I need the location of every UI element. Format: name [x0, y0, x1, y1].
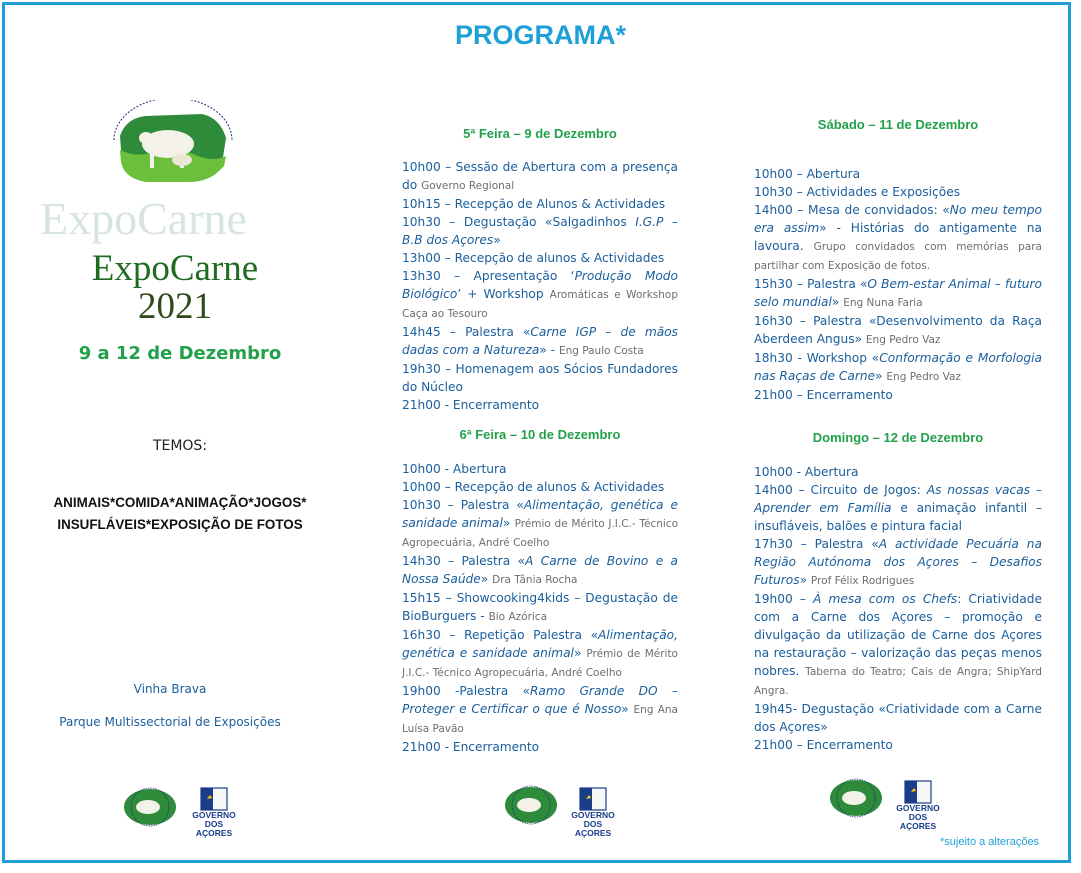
item-text: 10h00 – Recepção de alunos & Actividades — [402, 480, 665, 494]
item-highlight: À mesa com os Chefs — [813, 592, 958, 606]
item-speaker: Eng Nuna Faria — [843, 297, 923, 309]
schedule-saturday — [754, 165, 1042, 404]
themes-line-1: ANIMAIS*COMIDA*ANIMAÇÃO*JOGOS* — [53, 495, 307, 510]
item-text: 19h00 – — [754, 592, 814, 606]
gov-line-1: GOVERNO — [896, 803, 940, 813]
item-text: » — [502, 516, 515, 530]
item-speaker: Aromáticas e Workshop Caça ao Tesouro — [402, 289, 678, 320]
item-speaker: Bio Azórica — [488, 611, 548, 623]
schedule-item — [754, 481, 1042, 535]
schedule-item — [754, 386, 1042, 404]
item-text: 10h00 - Abertura — [402, 462, 507, 476]
schedule-friday — [402, 460, 678, 756]
subject-to-change-note: *sujeito a alterações — [940, 836, 1040, 848]
governo-acores-logo — [186, 787, 242, 838]
schedule-item — [402, 158, 678, 195]
schedule-item — [754, 535, 1042, 590]
nucleo-small-logo — [122, 787, 178, 827]
schedule-item — [754, 590, 1042, 700]
item-text: 21h00 – Encerramento — [754, 738, 893, 752]
item-highlight: O Bem-estar Animal – futuro selo mundial — [754, 277, 1042, 309]
item-text: 15h15 – Showcooking4kids – Degustação de BioBurguers - — [402, 591, 678, 623]
item-text: » — [480, 572, 493, 586]
governo-acores-logo — [565, 787, 621, 838]
item-text: 10h00 – Sessão de Abertura com a presença do — [402, 160, 678, 192]
footer-logos-left — [122, 787, 236, 838]
item-highlight: I.G.P – B.B dos Açores — [402, 215, 678, 247]
item-text: 10h00 – Abertura — [754, 167, 861, 181]
item-speaker: Eng Paulo Costa — [558, 345, 644, 357]
item-speaker: Governo Regional — [421, 180, 515, 192]
item-speaker: Prémio de Mérito J.I.C.- Técnico Agropecuária, André Coelho — [402, 648, 678, 679]
item-highlight: Conformação e Morfologia nas Raças de Carne — [754, 351, 1042, 383]
item-text: : Criatividade com a Carne dos Açores – promoção e divulgação da utilização de Carne dos Açores na restauração – valorização das peças menos nobres. — [754, 592, 1042, 678]
gov-line-1: GOVERNO — [192, 810, 236, 820]
acores-flag-icon — [579, 787, 607, 811]
item-speaker: Eng Ana Luísa Pavão — [402, 704, 678, 735]
schedule-item — [402, 496, 678, 552]
item-speaker: Prof Félix Rodrigues — [810, 575, 915, 587]
schedule-item — [402, 267, 678, 323]
item-text: » — [493, 233, 501, 247]
schedule-item — [754, 165, 1042, 183]
schedule-item — [402, 589, 678, 626]
nucleo-small-logo — [828, 778, 884, 818]
item-text: 10h15 – Recepção de Alunos & Actividades — [402, 197, 666, 211]
item-text: 13h00 – Recepção de alunos & Actividades — [402, 251, 665, 265]
expo-year: 2021 — [138, 285, 212, 327]
schedule-item — [402, 738, 678, 756]
nucleo-logo — [106, 100, 240, 200]
expo-ghost-title: ExpoCarne — [40, 193, 247, 244]
temos-heading: TEMOS: — [152, 438, 208, 454]
nucleo-small-logo — [503, 785, 559, 825]
schedule-item — [402, 478, 678, 496]
item-text: 10h00 - Abertura — [754, 465, 859, 479]
schedule-item — [402, 323, 678, 360]
item-text: 14h30 – Palestra « — [402, 554, 526, 568]
themes-line-2: INSUFLÁVEIS*EXPOSIÇÃO DE FOTOS — [57, 517, 303, 532]
schedule-item — [754, 312, 1042, 349]
item-highlight: A Carne de Bovino e a Nossa Saúde — [402, 554, 678, 586]
schedule-sunday — [754, 463, 1042, 754]
schedule-item — [402, 460, 678, 478]
expo-name: ExpoCarne — [91, 248, 259, 289]
schedule-item — [754, 736, 1042, 754]
gov-line-2: DOS AÇORES — [899, 812, 937, 831]
schedule-item — [754, 183, 1042, 201]
event-dates: 9 a 12 de Dezembro — [78, 343, 282, 364]
item-text: 19h00 -Palestra « — [402, 684, 530, 698]
item-highlight: Carne IGP – de mãos dadas com a Natureza — [402, 325, 678, 357]
item-text: 14h00 – Circuito de Jogos: — [754, 483, 927, 497]
item-text: » — [621, 702, 634, 716]
item-text: 19h30 – Homenagem aos Sócios Fundadores do Núcleo — [402, 362, 678, 394]
item-text: e animação infantil – insufláveis, balões e pintura facial — [754, 501, 1043, 533]
acores-flag-icon — [200, 787, 228, 811]
governo-acores-logo — [890, 780, 946, 831]
item-highlight: Alimentação, genética e sanidade animal — [402, 498, 678, 530]
item-speaker: Prémio de Mérito J.I.C.- Técnico Agropecuária, André Coelho — [402, 518, 678, 549]
expo-title — [50, 250, 300, 325]
item-text: » - Histórias do antigamente na lavoura. — [754, 221, 1042, 253]
item-text: 21h00 - Encerramento — [402, 740, 540, 754]
footer-logos-center — [503, 785, 615, 838]
gov-line-2: DOS AÇORES — [574, 819, 612, 838]
item-text: 10h30 – Actividades e Exposições — [754, 185, 961, 199]
item-text: 18h30 - Workshop « — [754, 351, 880, 365]
item-text: » — [573, 646, 587, 660]
venue-name: Vinha Brava — [133, 682, 207, 696]
schedule-item — [754, 700, 1042, 736]
schedule-item — [402, 213, 678, 249]
item-text: 21h00 - Encerramento — [402, 398, 540, 412]
themes-list — [30, 492, 330, 536]
item-text: 19h45- Degustação «Criatividade com a Carne dos Açores» — [754, 702, 1042, 734]
day-heading-saturday: Sábado – 11 de Dezembro — [817, 117, 979, 132]
footer-logos-right — [828, 778, 940, 831]
item-highlight: No meu tempo era assim — [754, 203, 1043, 235]
venue-park: Parque Multissectorial de Exposições — [59, 715, 281, 729]
acores-flag-icon — [904, 780, 932, 804]
item-text: » — [831, 295, 844, 309]
item-text: 17h30 – Palestra « — [754, 537, 879, 551]
schedule-item — [402, 626, 678, 682]
gov-line-1: GOVERNO — [571, 810, 615, 820]
item-text: 16h30 – Palestra «Desenvolvimento da Raça Aberdeen Angus» — [754, 314, 1042, 346]
schedule-item — [754, 463, 1042, 481]
day-heading-thursday: 5ª Feira – 9 de Dezembro — [463, 126, 617, 141]
item-text: ’ + Workshop — [457, 287, 550, 301]
item-text: » — [799, 573, 811, 587]
item-highlight: Ramo Grande DO – Proteger e Certificar o que é Nosso — [402, 684, 679, 716]
item-text: 10h30 – Degustação «Salgadinhos — [402, 215, 636, 229]
item-text: » — [875, 369, 887, 383]
item-speaker: Grupo convidados com memórias para partilhar com Exposição de fotos. — [754, 241, 1042, 272]
schedule-item — [754, 275, 1042, 312]
item-highlight: A actividade Pecuária na Região Autónoma dos Açores – Desafios Futuros — [754, 537, 1042, 587]
day-heading-friday: 6ª Feira – 10 de Dezembro — [459, 427, 621, 442]
item-text: 16h30 – Repetição Palestra « — [402, 628, 599, 642]
item-text: 15h30 – Palestra « — [754, 277, 868, 291]
item-speaker: Eng Pedro Vaz — [865, 334, 941, 346]
schedule-thursday — [402, 158, 678, 414]
schedule-item — [402, 360, 678, 396]
item-highlight: Alimentação, genética e sanidade animal — [402, 628, 678, 660]
schedule-item — [754, 349, 1042, 386]
item-text: 21h00 – Encerramento — [754, 388, 893, 402]
item-highlight: Produção Modo Biológico — [402, 269, 678, 301]
schedule-item — [402, 682, 678, 738]
day-heading-sunday: Domingo – 12 de Dezembro — [812, 430, 984, 445]
item-text: 13h30 – Apresentação ‘ — [402, 269, 575, 283]
item-text: 14h45 – Palestra « — [402, 325, 531, 339]
schedule-item — [402, 396, 678, 414]
schedule-item — [754, 201, 1042, 275]
item-speaker: Eng Pedro Vaz — [886, 371, 961, 383]
item-text: 14h00 – Mesa de convidados: « — [754, 203, 950, 217]
schedule-item — [402, 249, 678, 267]
gov-line-2: DOS AÇORES — [195, 819, 233, 838]
schedule-item — [402, 552, 678, 589]
item-highlight: As nossas vacas – Aprender em Família — [754, 483, 1042, 515]
item-text: 10h30 – Palestra « — [402, 498, 524, 512]
item-speaker: Dra Tânia Rocha — [492, 574, 578, 586]
item-speaker: Taberna do Teatro; Cais de Angra; ShipYard Angra. — [754, 666, 1042, 697]
schedule-item — [402, 195, 678, 213]
page-title: PROGRAMA* — [454, 20, 626, 50]
item-text: » - — [539, 343, 559, 357]
